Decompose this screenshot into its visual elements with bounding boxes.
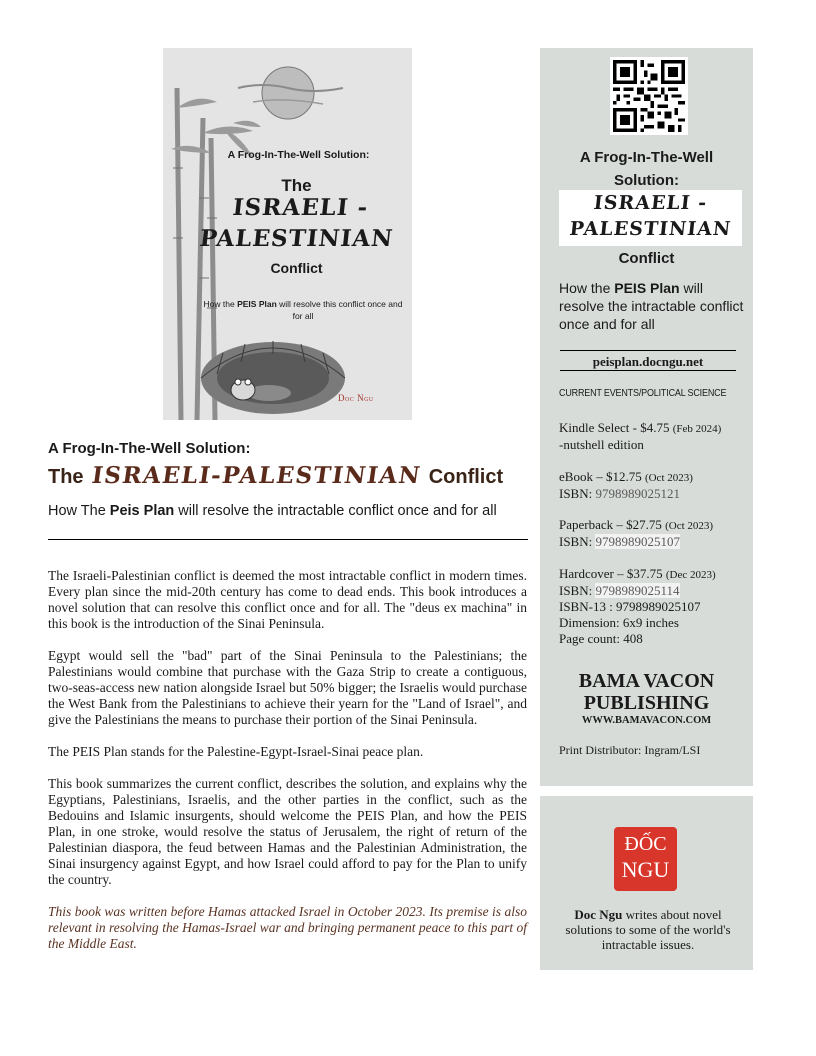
publisher-website-link[interactable]: WWW.BAMAVACON.COM [581,715,712,726]
author-seal-logo: ĐỐC NGU [614,827,677,891]
author-bio: Doc Ngu writes about novel solutions to some of the world's intractable issues. [565,907,731,952]
edition-kindle: Kindle Select - $4.75 (Feb 2024) -nutshell edition [559,420,722,452]
edition-ebook: eBook – $12.75 (Oct 2023) ISBN: 9798989025121 [559,469,693,501]
book-title [48,462,503,492]
logo-line-palestinian: PALESTINIAN [568,218,733,240]
sidebar-subtitle [550,146,743,192]
description-paragraph: Egypt would sell the "bad" part of the Sinai Peninsula to the Palestinians; the Palestinians would combine that purchase with the Gaza Strip to create a contiguous, two-seas-access new nation alongside Israel but 50% bigger; the Israelis would purchase the West Bank from the Palestinians to achieve their yearn for the "Land of Israel", and give the Palestinians the means to purchase their portion of the Sinai Peninsula. [48,648,527,727]
cover-tagline: How the PEIS Plan will resolve this conflict once and for all [203,299,403,321]
edition-paperback: Paperback – $27.75 (Oct 2023) ISBN: 9798989025107 [559,517,714,549]
description-paragraph: This book summarizes the current conflict, describes the solution, and explains why the Egyptians, Palestinians, Israelis, and the other parties in the conflict, such as the Bedouins and Islamic insurgents, should welcome the PEIS Plan, and how the PEIS Plan, in one stroke, would resolve the status of Jerusalem, the right of return of the Palestinian diaspora, the feud between Hamas and the Palestinian Administration, the Sinai insurgency against Egypt, and how Israel could afford to pay for the Plan to unify the country. [48,776,527,887]
book-tagline: How The Peis Plan will resolve the intractable conflict once and for all [48,503,497,519]
author-box [540,796,753,970]
author-name: Doc Ngu [574,907,623,922]
book-cover-image [163,48,412,420]
sidebar-subtitle-line: Solution: [614,172,679,189]
book-category: CURRENT EVENTS/POLITICAL SCIENCE [559,388,727,399]
divider [560,350,736,351]
publisher-name: BAMA VACON PUBLISHING [578,670,715,714]
cover-conflict: Conflict [270,260,323,276]
sidebar-tagline: How the PEIS Plan will resolve the intractable conflict once and for all [559,280,744,332]
cover-the: The [281,176,312,195]
cover-author: Doc Ngu [338,393,374,403]
sidebar-conflict: Conflict [618,250,675,267]
website-link[interactable]: peisplan.docngu.net [592,354,704,369]
book-description [48,568,527,968]
sidebar-title-logo [559,190,742,246]
divider [560,370,736,371]
logo-line-israeli: ISRAELI - [592,192,709,214]
edition-hardcover: Hardcover – $37.75 (Dec 2023) ISBN: 9798989025114 ISBN-13 : 9798989025107 Dimension: 6x9 inches Page count: 408 [559,566,716,646]
divider [48,539,528,540]
isbn-value: 9798989025114 [595,583,680,598]
description-paragraph: The Israeli-Palestinian conflict is deemed the most intractable conflict in modern times. Every plan since the mid-20th century has come to dead ends. This book introduces a novel solution that can resolve this conflict once and for all. The "deus ex machina" in this book is the introduction of the Sinai Peninsula. [48,568,527,631]
print-distributor: Print Distributor: Ingram/LSI [559,743,701,757]
cover-title-israeli: ISRAELI - [231,194,370,221]
title-name: ISRAELI-PALESTINIAN [89,462,423,489]
description-paragraph: The PEIS Plan stands for the Palestine-Egypt-Israel-Sinai peace plan. [48,744,424,759]
book-subtitle: A Frog-In-The-Well Solution: [48,440,251,457]
isbn-value: 9798989025107 [595,534,680,549]
cover-subtitle: A Frog-In-The-Well Solution: [227,149,370,161]
author-note: This book was written before Hamas attacked Israel in October 2023. Its premise is also relevant in resolving the Hamas-Israel war and bringing permanent peace to this part of the Middle East. [48,904,527,951]
qr-code-icon[interactable] [610,57,688,135]
cover-title-palestinian: PALESTINIAN [198,225,395,252]
book-info-sidebar [540,48,753,786]
isbn-value: 9798989025121 [595,486,680,501]
title-the: The [48,466,84,488]
sidebar-subtitle-line: A Frog-In-The-Well [579,149,714,166]
title-conflict: Conflict [428,466,504,488]
